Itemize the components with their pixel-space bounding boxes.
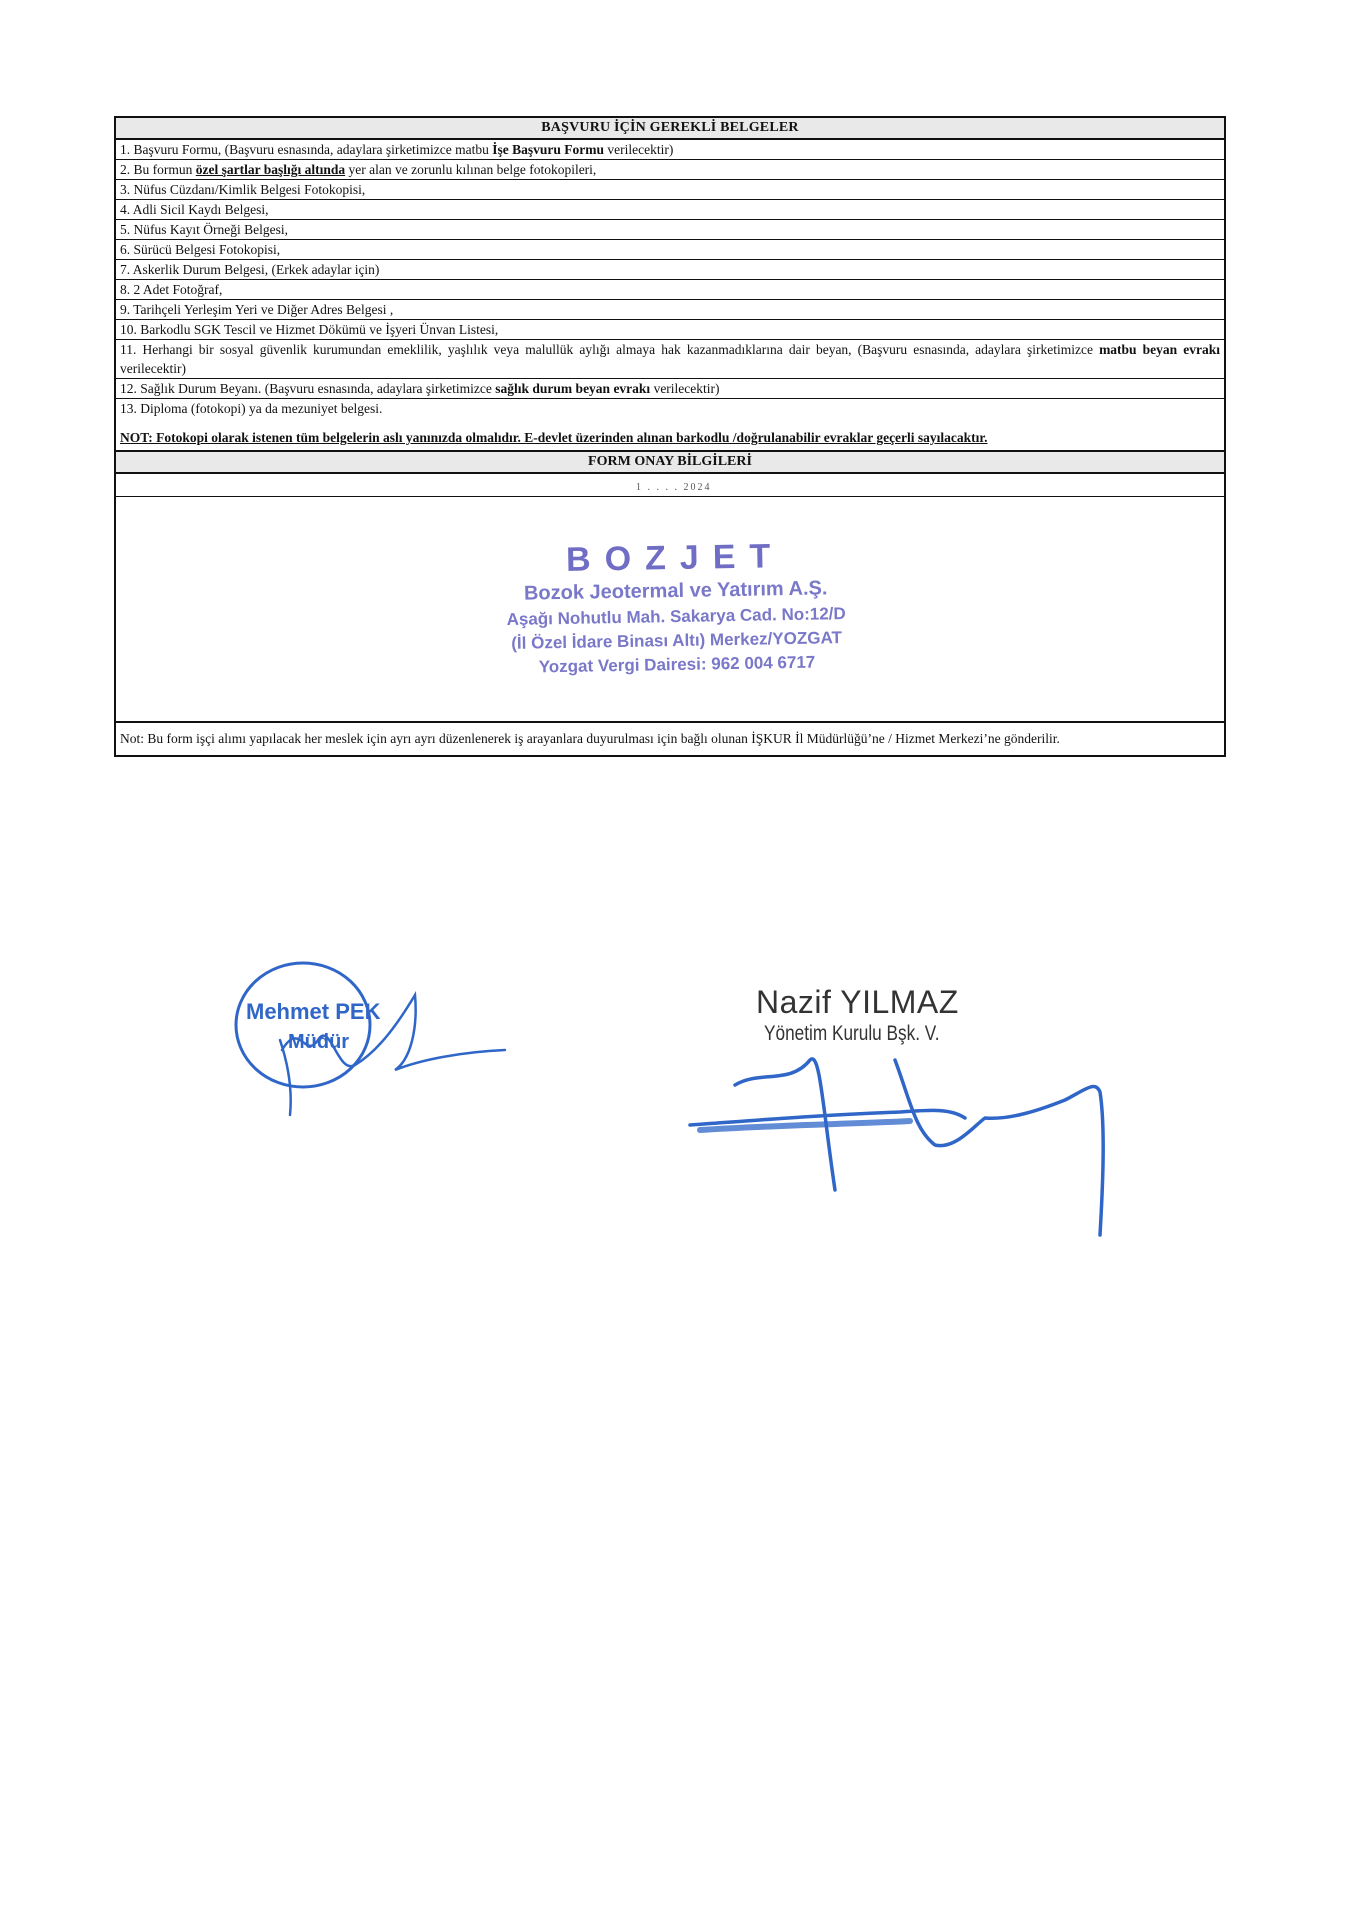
list-item: 11. Herhangi bir sosyal güvenlik kurumundan emeklilik, yaşlılık veya malullük aylığı almaya hak kazanmadıklarına dair beyan, (Başvuru esnasında, adaylara şirketimizce matbu beyan evrakı verilecektir) [116, 340, 1224, 379]
required-documents-table [114, 116, 1226, 757]
list-item: 7. Askerlik Durum Belgesi, (Erkek adaylar için) [116, 260, 1224, 280]
left-signature [232, 955, 522, 1125]
photocopy-note: NOT: Fotokopi olarak istenen tüm belgelerin aslı yanınızda olmalıdır. E-devlet üzerinden alınan barkodlu /doğrulanabilir evraklar geçerli sayılacaktır. [116, 418, 1224, 452]
section-title-form-approval: FORM ONAY BİLGİLERİ [116, 452, 1224, 474]
list-item: 10. Barkodlu SGK Tescil ve Hizmet Dökümü ve İşyeri Ünvan Listesi, [116, 320, 1224, 340]
list-item: 6. Sürücü Belgesi Fotokopisi, [116, 240, 1224, 260]
list-item: 13. Diploma (fotokopi) ya da mezuniyet belgesi. [120, 401, 383, 416]
company-stamp [445, 535, 907, 679]
list-item: 5. Nüfus Kayıt Örneği Belgesi, [116, 220, 1224, 240]
list-item: 9. Tarihçeli Yerleşim Yeri ve Diğer Adres Belgesi , [116, 300, 1224, 320]
form-footnote: Not: Bu form işçi alımı yapılacak her meslek için ayrı ayrı düzenlenerek iş arayanlara duyurulması için bağlı olunan İŞKUR İl Müdürlüğü’ne / Hizmet Merkezi’ne gönderilir. [120, 731, 1060, 746]
approval-area [116, 497, 1224, 723]
list-item: 8. 2 Adet Fotoğraf, [116, 280, 1224, 300]
stamp-brand: BOZJET [565, 537, 785, 579]
stamp-tax-office: Yozgat Vergi Dairesi: 962 004 6717 [538, 652, 816, 677]
list-item: 3. Nüfus Cüzdanı/Kimlik Belgesi Fotokopisi, [116, 180, 1224, 200]
list-item: 12. Sağlık Durum Beyanı. (Başvuru esnasında, adaylara şirketimizce sağlık durum beyan evrakı verilecektir) [116, 379, 1224, 399]
list-item: 1. Başvuru Formu, (Başvuru esnasında, adaylara şirketimizce matbu İşe Başvuru Formu verilecektir) [116, 140, 1224, 160]
signer-title-right: Yönetim Kurulu Bşk. V. [764, 1022, 940, 1045]
signer-name-right: Nazif YILMAZ [756, 984, 959, 1020]
date-row [116, 474, 1224, 497]
date-fragment: 1 . . . . 2024 [636, 482, 712, 493]
list-item: 4. Adli Sicil Kaydı Belgesi, [116, 200, 1224, 220]
list-item: 2. Bu formun özel şartlar başlığı altında yer alan ve zorunlu kılınan belge fotokopileri, [116, 160, 1224, 180]
stamp-address-line: (İl Özel İdare Binası Altı) Merkez/YOZGAT [511, 628, 843, 653]
section-title-required-documents: BAŞVURU İÇİN GEREKLİ BELGELER [116, 118, 1224, 140]
signer-title: Müdür [288, 1031, 350, 1053]
stamp-company-name: Bozok Jeotermal ve Yatırım A.Ş. [523, 577, 828, 605]
stamp-address-line: Aşağı Nohutlu Mah. Sakarya Cad. No:12/D [506, 604, 846, 629]
signer-name: Mehmet PEK [246, 999, 381, 1024]
